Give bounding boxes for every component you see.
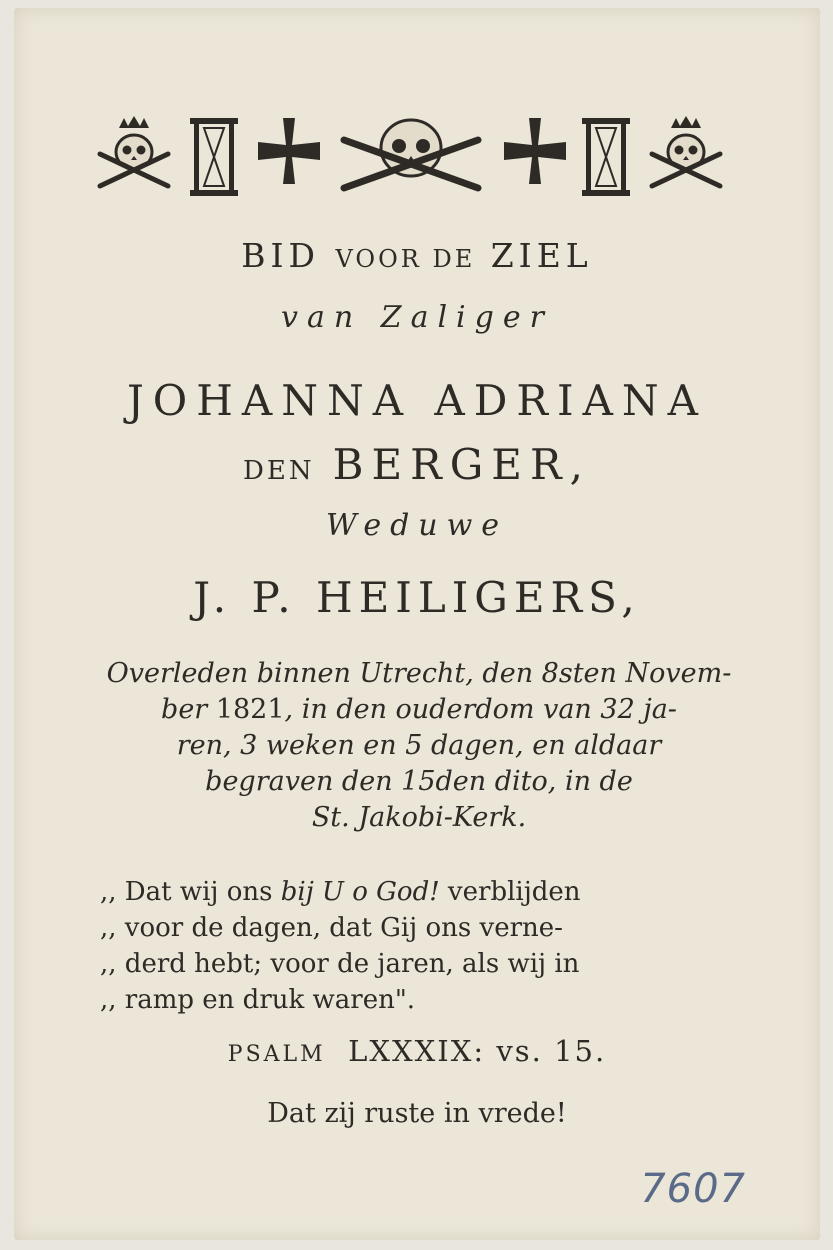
psalm-label: PSALM [227,1042,326,1067]
psalm-quote [100,874,770,1018]
quote-line: ,, Dat wij ons bij U o God! verblijden [100,877,581,907]
cross-pattee-icon [256,116,322,186]
heading-ziel: ZIEL [490,236,593,275]
quote-line: ,, derd hebt; voor de jaren, als wij in [100,949,580,979]
hourglass-icon [580,116,632,198]
obituary-line: ren, 3 weken en 5 dagen, en aldaar [176,730,662,761]
heading-bid: BID [241,236,321,275]
deceased-surname [14,440,820,489]
van-zaliger: van Zaliger [281,300,553,335]
deceased-given-names: JOHANNA ADRIANA [126,376,708,425]
obituary-line: St. Jakobi-Kerk. [311,802,527,833]
catalog-number: 7607 [640,1166,746,1212]
prayer-heading [14,236,820,275]
ornament-border [14,116,820,206]
obituary-line: ber 1821, in den ouderdom van 32 ja- [161,694,677,725]
crowned-skull-icon [646,116,726,196]
obituary-line: Overleden binnen Utrecht, den 8sten Novem- [106,658,732,689]
quote-line: ,, voor de dagen, dat Gij ons verne- [100,913,563,943]
psalm-reference: LXXXIX: vs. 15. [348,1034,607,1068]
surname: BERGER, [332,440,591,489]
crowned-skull-icon [94,116,174,196]
closing-blessing: Dat zij ruste in vrede! [267,1098,567,1129]
prayer-card [14,8,820,1240]
quote-line: ,, ramp en druk waren". [100,985,416,1015]
psalm-citation [14,1034,820,1068]
widow-label: Weduwe [325,508,509,543]
obituary-line: begraven den 15den dito, in de [205,766,633,797]
heading-voor-de: VOOR DE [335,245,476,273]
husband-name: J. P. HEILIGERS, [193,573,641,622]
death-year: 1821 [215,694,285,725]
obituary-text [74,656,764,836]
surname-prefix: DEN [243,456,315,486]
hourglass-icon [188,116,240,198]
cross-pattee-icon [502,116,568,186]
skull-crossbones-icon [336,116,486,198]
